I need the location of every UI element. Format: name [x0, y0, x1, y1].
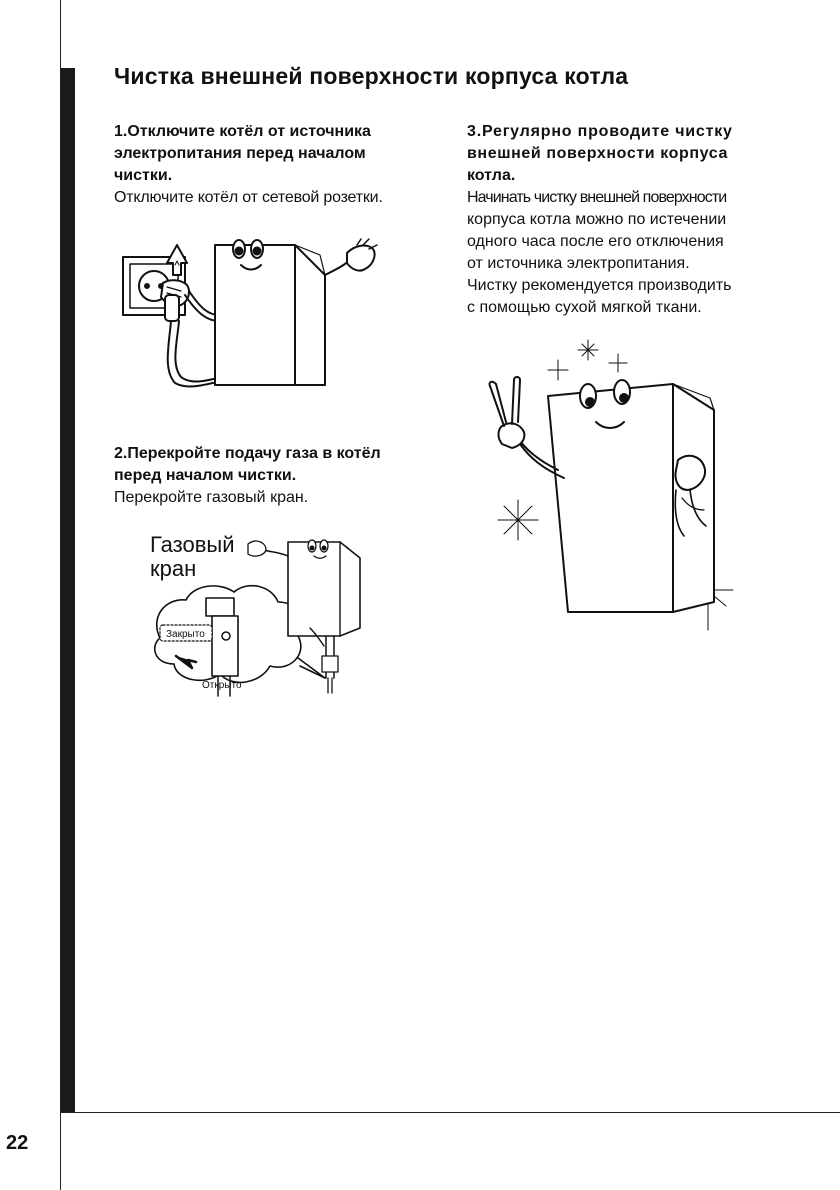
section-1 [114, 121, 414, 209]
section-3-body-line: одного часа после его отключения [467, 233, 724, 250]
cleaning-illustration [478, 340, 738, 640]
section-3-heading-line: котла. [467, 167, 516, 184]
section-3-body-line: корпуса котла можно по истечении [467, 211, 727, 228]
gas-valve-caption: Газовый [150, 532, 235, 557]
section-3 [467, 121, 767, 319]
footer-rule [61, 1112, 840, 1113]
section-2 [114, 443, 414, 509]
sidebar-bar [61, 68, 75, 1113]
section-1-heading-line: чистки. [114, 167, 173, 184]
gas-valve-caption: кран [150, 556, 197, 581]
section-3-body-line: Чистку рекомендуется производить [467, 277, 732, 294]
section-3-heading-line: внешней поверхности корпуса [467, 145, 728, 162]
unplug-illustration [115, 235, 395, 405]
valve-closed-label: Закрыто [166, 629, 205, 640]
section-3-heading-line: 3.Регулярно проводите чистку [467, 123, 733, 140]
section-1-heading-line: 1.Отключите котёл от источника [114, 123, 371, 140]
page-title: Чистка внешней поверхности корпуса котла [114, 63, 629, 89]
valve-open-label: Открыто [202, 680, 242, 691]
section-1-body-line: Отключите котёл от сетевой розетки. [114, 189, 383, 206]
section-3-body-line: с помощью сухой мягкой ткани. [467, 299, 702, 316]
section-3-body-line: от источника электропитания. [467, 255, 690, 272]
section-3-body-line: Начинать чистку внешней поверхности [467, 189, 727, 206]
page-number: 22 [6, 1132, 29, 1154]
gas-valve-illustration [140, 528, 380, 728]
section-2-heading-line: 2.Перекройте подачу газа в котёл [114, 445, 381, 462]
section-2-heading-line: перед началом чистки. [114, 467, 297, 484]
section-1-heading-line: электропитания перед началом [114, 145, 366, 162]
section-2-body-line: Перекройте газовый кран. [114, 489, 309, 506]
